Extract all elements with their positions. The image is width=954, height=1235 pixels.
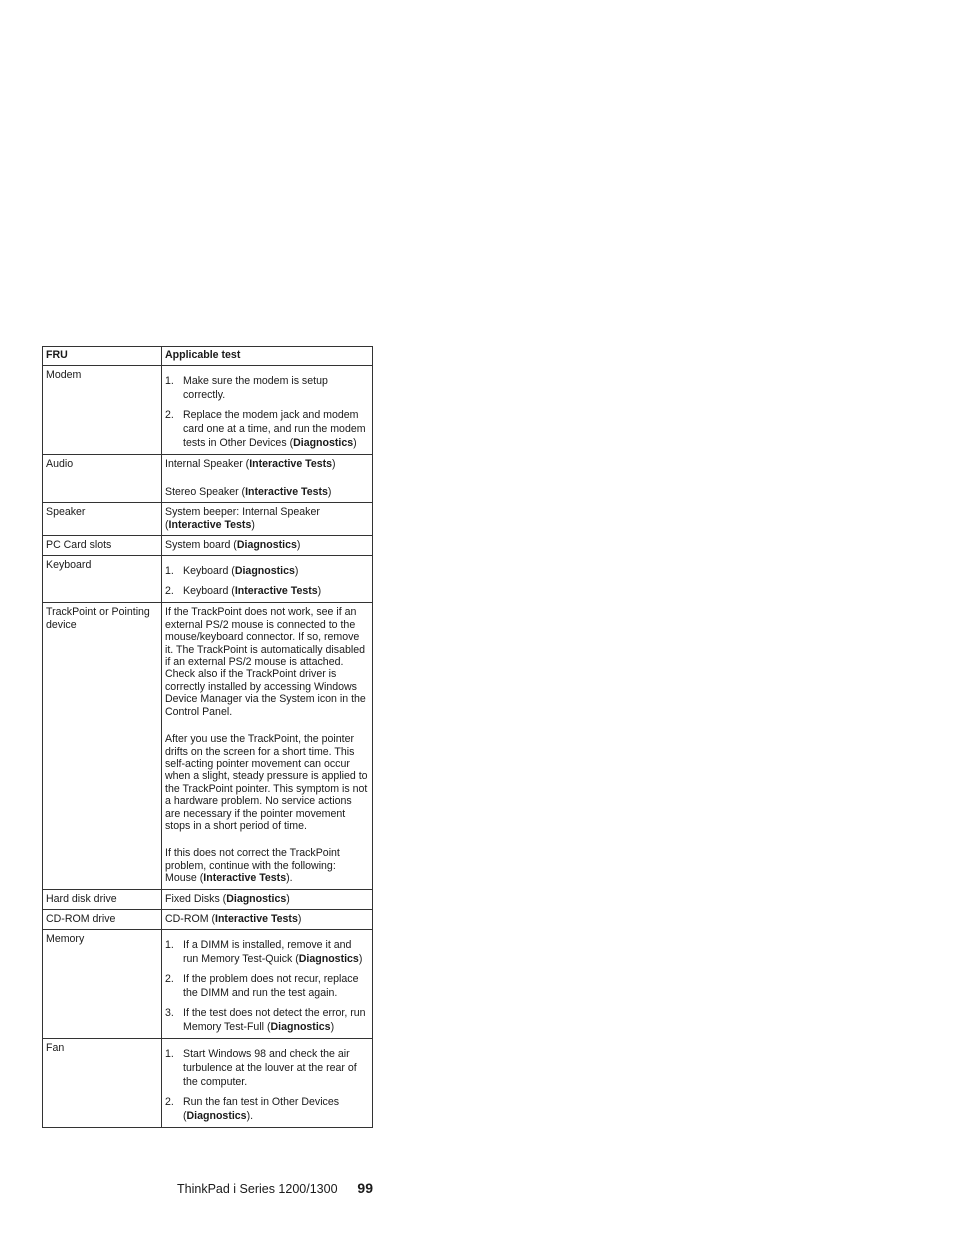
list-item: 1. Start Windows 98 and check the air turbulence at the louver at the rear of the computer.	[165, 1048, 357, 1089]
fru-cell: Speaker	[43, 503, 162, 536]
test-cell	[162, 603, 373, 889]
steps-list	[165, 1047, 369, 1123]
test-cell	[162, 930, 373, 1039]
fru-cell: Modem	[43, 366, 162, 455]
steps-list	[165, 564, 369, 598]
test-paragraph: System beeper: Internal Speaker (Interactive Tests)	[165, 506, 320, 531]
list-item: 2. Keyboard (Interactive Tests)	[165, 585, 322, 598]
table-row	[43, 889, 373, 909]
table-row	[43, 1039, 373, 1128]
test-paragraph: Stereo Speaker (Interactive Tests)	[165, 485, 332, 498]
fru-cell: Audio	[43, 455, 162, 503]
table-row	[43, 503, 373, 536]
test-cell	[162, 889, 373, 909]
list-item: 2. If the problem does not recur, replace the DIMM and run the test again.	[165, 973, 359, 1000]
list-item: 1. If a DIMM is installed, remove it and run Memory Test-Quick (Diagnostics)	[165, 939, 363, 966]
test-paragraph: If the TrackPoint does not work, see if an external PS/2 mouse is connected to the mouse/keyboard connector. If so, remove it. The TrackPoint is automatically disabled if an external PS/2 mouse is attached. Check also if the TrackPoint driver is correctly installed by accessing Windows Device Manager via the System icon in the Control Panel.	[165, 606, 366, 718]
table-row	[43, 909, 373, 929]
test-paragraph: CD-ROM (Interactive Tests)	[165, 912, 302, 925]
column-header-fru: FRU	[43, 347, 162, 366]
fru-cell: PC Card slots	[43, 536, 162, 556]
table-row	[43, 603, 373, 889]
test-cell	[162, 503, 373, 536]
list-item: 3. If the test does not detect the error, run Memory Test-Full (Diagnostics)	[165, 1007, 366, 1034]
fru-cell: CD-ROM drive	[43, 909, 162, 929]
fru-test-table	[42, 346, 373, 1128]
page-number: 99	[357, 1180, 373, 1196]
column-header-applicable-test: Applicable test	[162, 347, 373, 366]
list-item: 2. Run the fan test in Other Devices (Diagnostics).	[165, 1096, 340, 1123]
table-row	[43, 455, 373, 503]
steps-list	[165, 374, 369, 450]
test-paragraph: Fixed Disks (Diagnostics)	[165, 892, 290, 905]
list-item: 1. Make sure the modem is setup correctly.	[165, 375, 328, 402]
test-paragraph: After you use the TrackPoint, the pointer drifts on the screen for a short time. This self-acting pointer movement can occur when a slight, steady pressure is applied to the TrackPoint pointer. This symptom is not a hardware problem. No service actions are necessary if the pointer movement stops in a short period of time.	[165, 733, 368, 832]
list-item: 1. Keyboard (Diagnostics)	[165, 565, 299, 578]
table-row	[43, 366, 373, 455]
fru-cell: Keyboard	[43, 556, 162, 603]
test-cell	[162, 455, 373, 503]
test-paragraph: System board (Diagnostics)	[165, 539, 301, 552]
test-cell	[162, 536, 373, 556]
table-row	[43, 930, 373, 1039]
fru-cell: TrackPoint or Pointing device	[43, 603, 162, 889]
test-cell	[162, 1039, 373, 1128]
test-cell	[162, 909, 373, 929]
fru-cell: Memory	[43, 930, 162, 1039]
footer-title: ThinkPad i Series 1200/1300	[177, 1182, 338, 1196]
test-cell	[162, 556, 373, 603]
test-paragraph: If this does not correct the TrackPoint problem, continue with the following: Mouse (Interactive Tests).	[165, 847, 340, 885]
table-header-row	[43, 347, 373, 366]
fru-cell: Fan	[43, 1039, 162, 1128]
test-paragraph: Internal Speaker (Interactive Tests)	[165, 458, 336, 471]
table-row	[43, 556, 373, 603]
table-row	[43, 536, 373, 556]
list-item: 2. Replace the modem jack and modem card one at a time, and run the modem tests in Other Devices (Diagnostics)	[165, 409, 366, 450]
fru-cell: Hard disk drive	[43, 889, 162, 909]
steps-list	[165, 938, 369, 1034]
test-cell	[162, 366, 373, 455]
